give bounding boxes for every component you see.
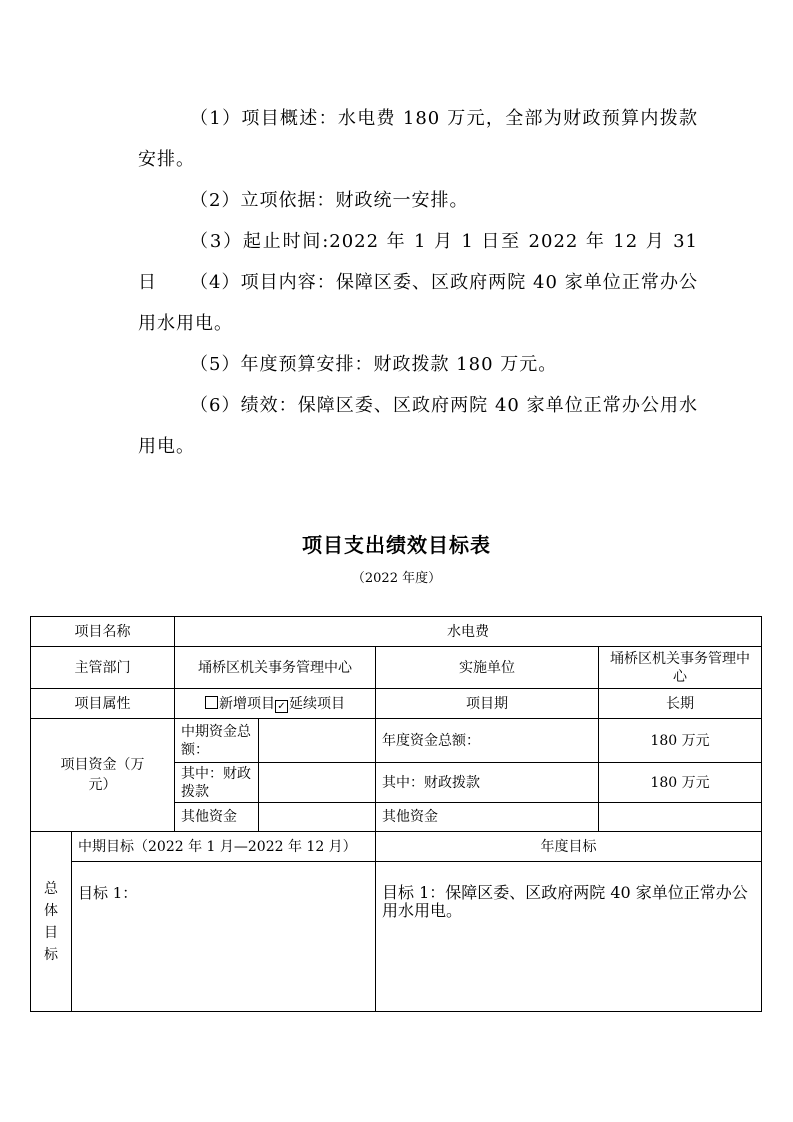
mid-total-label: 中期资金总额： (175, 719, 259, 763)
impl-label: 实施单位 (376, 647, 599, 689)
period-label: 项目期 (376, 689, 599, 719)
table-subtitle: （2022 年度） (351, 571, 442, 586)
mid-fiscal-label: 其中：财政拨款 (175, 763, 259, 803)
table-title: 项目支出绩效目标表 (302, 533, 491, 557)
mid-total-value (259, 719, 376, 763)
paragraph-performance: （6）绩效：保障区委、区政府两院 40 家单位正常办公用水用电。 (138, 395, 698, 457)
annual-total-value: 180 万元 (599, 719, 762, 763)
continued-project-label: 延续项目 (289, 695, 345, 712)
mid-goal-text: 目标 1： (72, 862, 376, 1012)
paragraph-period: （3）起止时间:2022 年 1 月 1 日至 2022 年 12 月 31 日 (138, 231, 698, 293)
annual-fiscal-value: 180 万元 (599, 763, 762, 803)
dept-label: 主管部门 (31, 647, 175, 689)
new-project-label: 新增项目 (219, 695, 275, 712)
attr-options (175, 689, 376, 719)
annual-goal-text: 目标 1：保障区委、区政府两院 40 家单位正常办公用水用电。 (376, 862, 762, 1012)
period-value: 长期 (599, 689, 762, 719)
continued-project-checkbox[interactable]: ✓ (275, 700, 288, 713)
annual-fiscal-label: 其中：财政拨款 (376, 763, 599, 803)
impl-value: 埇桥区机关事务管理中心 (599, 647, 762, 689)
mid-goal-header: 中期目标（2022 年 1 月—2022 年 12 月） (72, 832, 376, 862)
performance-target-table (30, 616, 762, 1012)
fund-label: 项目资金（万元） (31, 719, 175, 832)
mid-fiscal-value (259, 763, 376, 803)
mid-other-label: 其他资金 (175, 803, 259, 832)
dept-value: 埇桥区机关事务管理中心 (175, 647, 376, 689)
annual-other-label: 其他资金 (376, 803, 599, 832)
annual-goal-header: 年度目标 (376, 832, 762, 862)
paragraph-content: （4）项目内容：保障区委、区政府两院 40 家单位正常办公用水用电。 (138, 272, 698, 334)
overall-goal-label: 总体目标 (31, 832, 72, 1012)
paragraph-basis: （2）立项依据：财政统一安排。 (190, 190, 469, 211)
paragraph-budget: （5）年度预算安排：财政拨款 180 万元。 (190, 354, 558, 375)
new-project-checkbox[interactable] (205, 696, 218, 709)
project-name-value: 水电费 (175, 617, 762, 647)
paragraph-overview: （1）项目概述：水电费 180 万元，全部为财政预算内拨款安排。 (138, 108, 698, 170)
annual-total-label: 年度资金总额： (376, 719, 599, 763)
mid-other-value (259, 803, 376, 832)
project-name-label: 项目名称 (31, 617, 175, 647)
annual-other-value (599, 803, 762, 832)
attr-label: 项目属性 (31, 689, 175, 719)
